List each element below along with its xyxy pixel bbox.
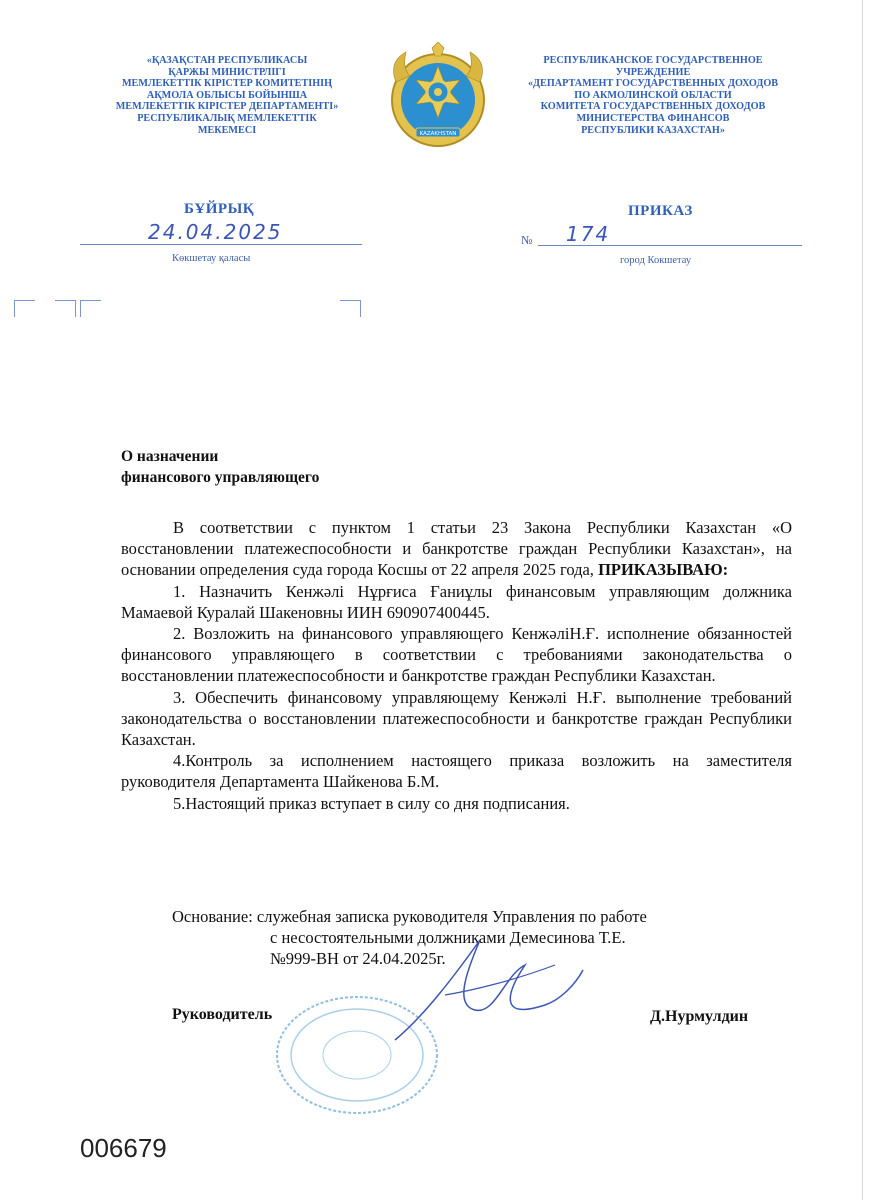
basis-line: Основание: служебная записка руководителя Управления по работе <box>172 907 647 926</box>
header-right-line: «ДЕПАРТАМЕНТ ГОСУДАРСТВЕННЫХ ДОХОДОВ <box>527 78 779 90</box>
date-underline <box>80 244 362 245</box>
header-left-line: МЕМЛЕКЕТТІК КІРІСТЕР КОМИТЕТІНІҢ <box>121 78 333 90</box>
header-left-line: МЕКЕМЕСІ <box>197 124 257 136</box>
city-kz: Көкшетау қаласы <box>172 253 251 264</box>
corner-mark <box>55 300 76 317</box>
basis-line: №999-ВН от 24.04.2025г. <box>270 949 446 969</box>
handwritten-date: 24.04.2025 <box>148 220 283 244</box>
intro-text: В соответствии с пунктом 1 статьи 23 Закона Республики Казахстан «О восстановлении платежеспособности и банкротстве граждан Республики Казахстан», на основании определения суда города Косшы от 22 апреля 2025 года, <box>121 518 792 580</box>
order-body <box>121 517 792 814</box>
header-left-line: РЕСПУБЛИКАЛЫҚ МЕМЛЕКЕТТІК <box>137 112 317 124</box>
body-intro <box>121 517 792 581</box>
header-right-line: УЧРЕЖДЕНИЕ <box>615 66 691 78</box>
signatory-position: Руководитель <box>172 1006 273 1023</box>
intro-order-word: ПРИКАЗЫВАЮ: <box>598 560 729 580</box>
header-right-line: МИНИСТЕРСТВА ФИНАНСОВ <box>576 112 730 124</box>
header-right-line: РЕСПУБЛИКАНСКОЕ ГОСУДАРСТВЕННОЕ <box>543 55 763 66</box>
body-item-1: 1. Назначить Кенжәлі Нұрғиса Ғаниұлы финансовым управляющим должника Мамаевой Куралай Шакеновны ИИН 690907400445. <box>121 581 792 622</box>
signature-icon <box>385 935 585 1045</box>
header-left-line: «ҚАЗАҚСТАН РЕСПУБЛИКАСЫ <box>146 55 308 66</box>
signatory-name: Д.Нурмулдин <box>650 1008 749 1025</box>
header-right-line: КОМИТЕТА ГОСУДАРСТВЕННЫХ ДОХОДОВ <box>540 101 766 113</box>
corner-mark <box>340 300 361 317</box>
header-left-org-name-kz <box>102 55 352 136</box>
scan-edge-line <box>862 0 863 1200</box>
header-left-line: АҚМОЛА ОБЛЫСЫ БОЙЫНША <box>146 89 308 101</box>
state-emblem-icon <box>388 42 488 154</box>
header-left-line: ҚАРЖЫ МИНИСТРЛІГІ <box>168 66 286 78</box>
corner-mark <box>14 300 35 317</box>
body-item-4: 4.Контроль за исполнением настоящего приказа возложить на заместителя руководителя Департамента Шайкенова Б.М. <box>121 751 792 792</box>
basis-line: с несостоятельными должниками Демесинова Т.Е. <box>270 928 626 948</box>
subject-line: финансового управляющего <box>121 469 320 486</box>
body-item-2: 2. Возложить на финансового управляющего КенжәліН.Ғ. исполнение обязанностей финансового управляющего в соответствии с требованиями законодательства о восстановлении платежеспособности и банкротстве граждан Республики Казахстан. <box>121 624 792 686</box>
header-left-line: МЕМЛЕКЕТТІК КІРІСТЕР ДЕПАРТАМЕНТІ» <box>115 101 339 113</box>
number-underline <box>538 245 802 246</box>
corner-mark <box>80 300 101 317</box>
number-sign: № <box>521 233 533 247</box>
order-title-ru: ПРИКАЗ <box>628 203 693 219</box>
handwritten-number: 174 <box>566 222 611 246</box>
subject-line: О назначении <box>121 448 219 465</box>
order-subject <box>121 446 319 488</box>
city-ru: город Кокшетау <box>620 255 692 266</box>
header-right-line: ПО АКМОЛИНСКОЙ ОБЛАСТИ <box>574 89 732 101</box>
body-item-5: 5.Настоящий приказ вступает в силу со дня подписания. <box>173 793 570 813</box>
document-serial-number: 006679 <box>80 1133 167 1163</box>
emblem-text: KAZAKHSTAN <box>419 131 457 137</box>
header-right-org-name-ru <box>522 55 784 136</box>
header-right-line: РЕСПУБЛИКИ КАЗАХСТАН» <box>581 124 725 136</box>
body-item-3: 3. Обеспечить финансовому управляющему Кенжәлі Н.Ғ. выполнение требований законодательства о восстановлении платежеспособности и банкротстве граждан Республики Казахстан. <box>121 687 792 750</box>
order-title-kz: БҰЙРЫҚ <box>184 201 255 217</box>
